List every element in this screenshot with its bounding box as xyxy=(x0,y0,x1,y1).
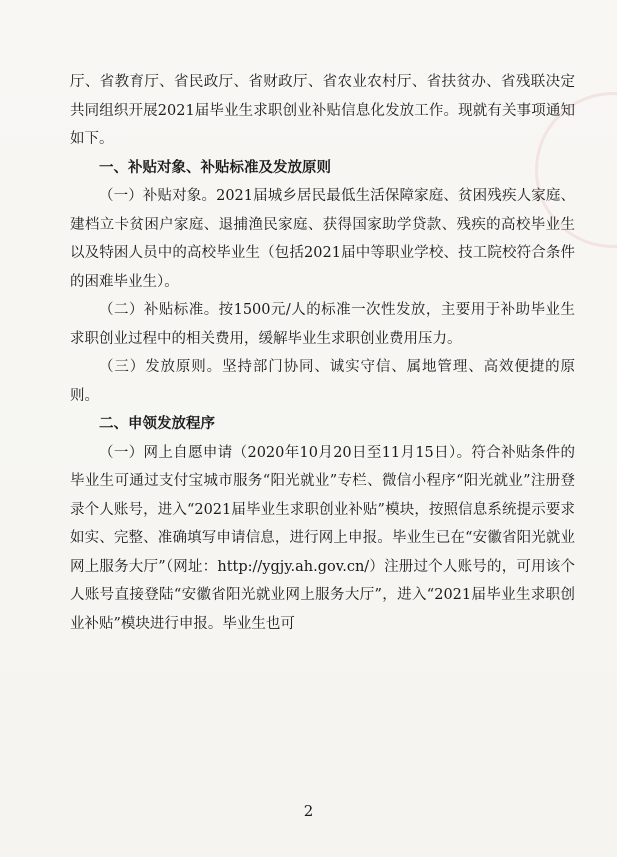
section-heading-2: 二、申领发放程序 xyxy=(99,416,215,432)
paragraph-distribution-principle: （三）发放原则。坚持部门协同、诚实守信、属地管理、高效便捷的原则。 xyxy=(70,359,575,404)
section-heading-1: 一、补贴对象、补贴标准及发放原则 xyxy=(99,159,331,176)
paragraph-subsidy-target: （一）补贴对象。2021届城乡居民最低生活保障家庭、贫困残疾人家庭、建档立卡贫困户家庭、退捕渔民家庭、获得国家助学贷款、残疾的高校毕业生以及特困人员中的高校毕业生（包括2021届中等职业学校、技工院校符合条件的困难毕业生）。 xyxy=(70,188,575,290)
paragraph-online-application: （一）网上自愿申请（2020年10月20日至11月15日）。符合补贴条件的毕业生可通过支付宝城市服务“阳光就业”专栏、微信小程序“阳光就业”注册登录个人账号，进入“2021届毕业生求职创业补贴”模块，按照信息系统提示要求如实、完整、准确填写申请信息，进行网上申报。毕业生已在“安徽省阳光就业网上服务大厅”（网址：http://ygjy.ah.gov.cn/）注册过个人账号的，可用该个人账号直接登陆“安徽省阳光就业网上服务大厅”，进入“2021届毕业生求职创业补贴”模块进行申报。毕业生也可 xyxy=(70,444,575,632)
paragraph-intro: 厅、省教育厅、省民政厅、省财政厅、省农业农村厅、省扶贫办、省残联决定共同组织开展2021届毕业生求职创业补贴信息化发放工作。现就有关事项通知如下。 xyxy=(70,74,575,147)
paragraph-subsidy-standard: （二）补贴标准。按1500元/人的标准一次性发放，主要用于补助毕业生求职创业过程中的相关费用，缓解毕业生求职创业费用压力。 xyxy=(70,302,575,347)
page-number: 2 xyxy=(303,802,314,820)
document-body xyxy=(70,68,575,638)
